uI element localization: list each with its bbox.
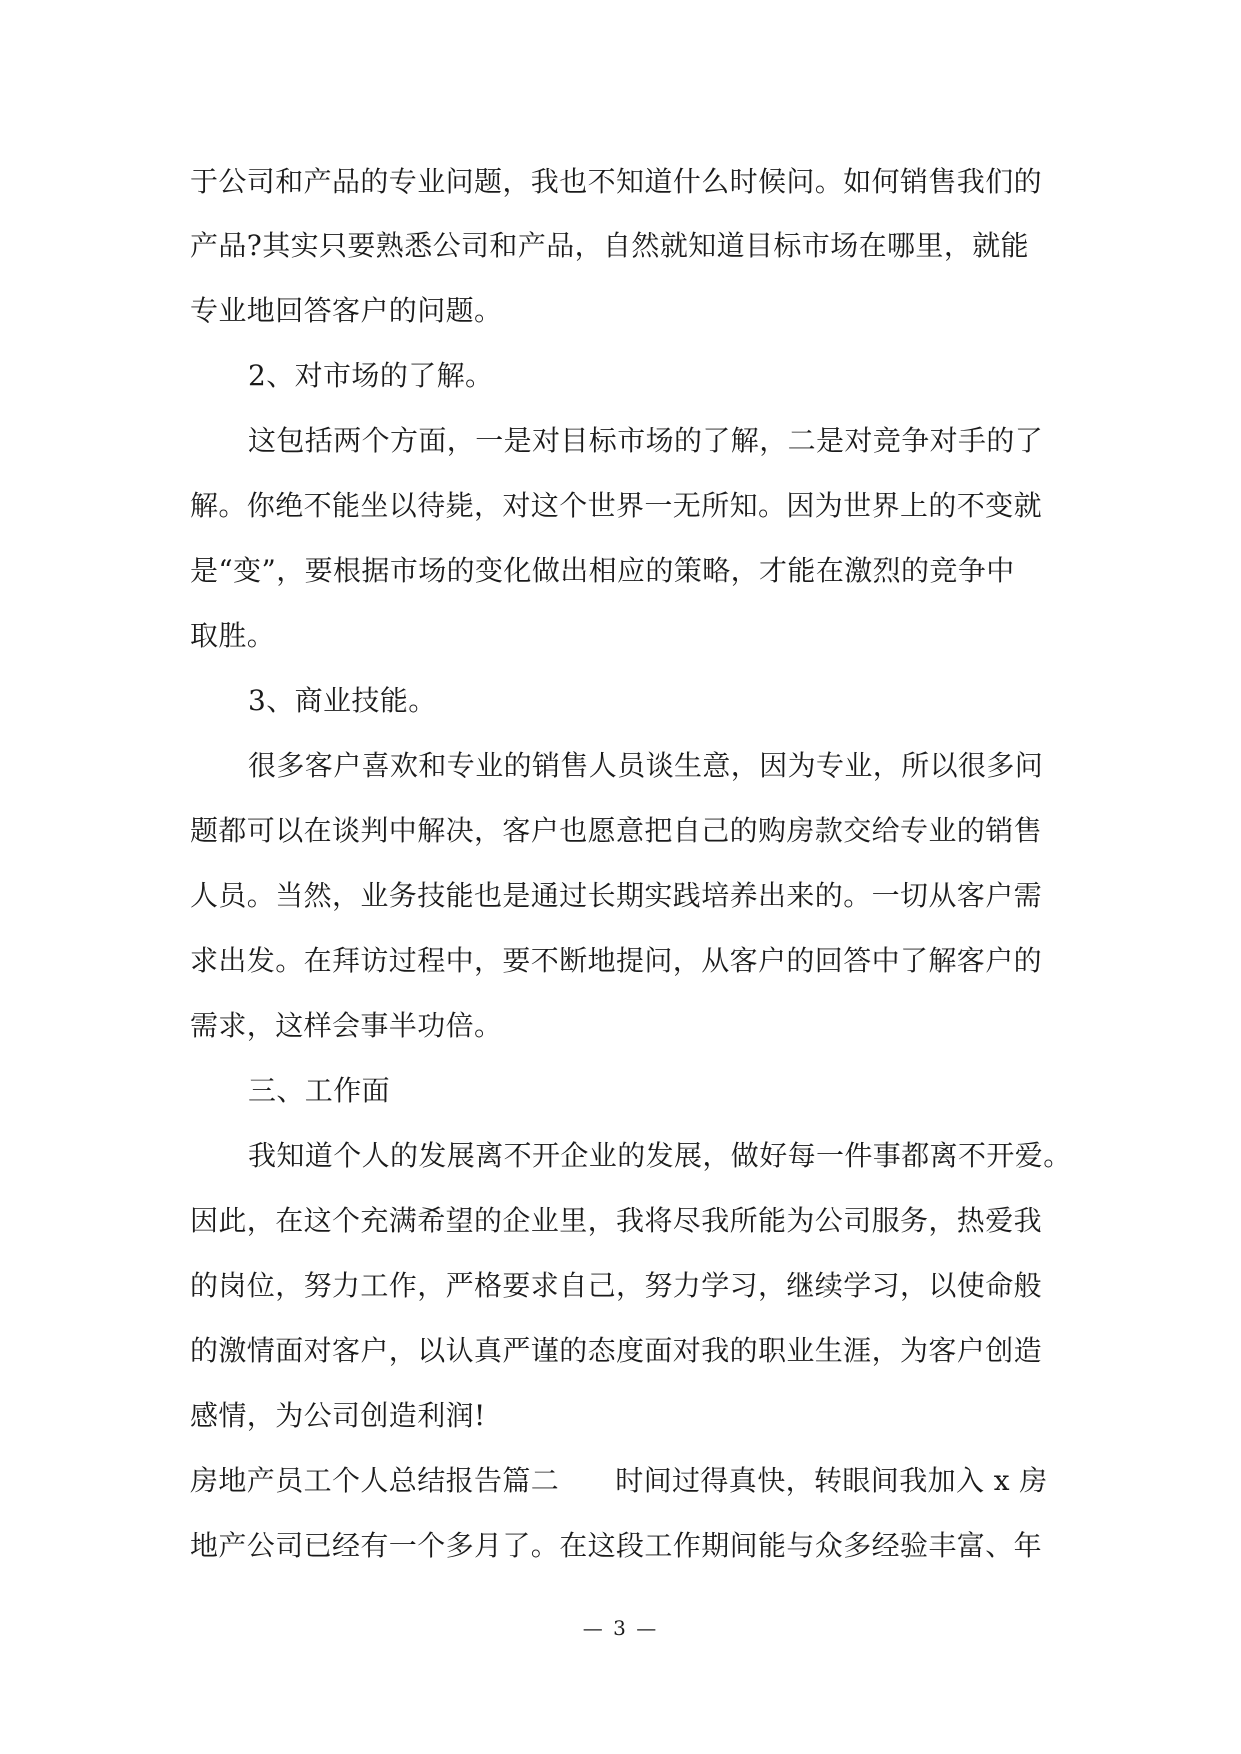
- paragraph-line: 的岗位，努力工作，严格要求自己，努力学习，继续学习，以使命般: [190, 1269, 1043, 1302]
- paragraph-line: 因此，在这个充满希望的企业里，我将尽我所能为公司服务，热爱我: [190, 1204, 1043, 1237]
- paragraph-line: 求出发。在拜访过程中，要不断地提问，从客户的回答中了解客户的: [190, 944, 1043, 977]
- section-heading: 2、对市场的了解。: [248, 359, 494, 392]
- paragraph-line: 很多客户喜欢和专业的销售人员谈生意，因为专业，所以很多问: [248, 749, 1044, 782]
- paragraph-line: 于公司和产品的专业问题，我也不知道什么时候问。如何销售我们的: [190, 165, 1043, 198]
- paragraph-line: 产品?其实只要熟悉公司和产品，自然就知道目标市场在哪里，就能: [190, 229, 1030, 262]
- section-heading: 3、商业技能。: [248, 684, 437, 717]
- section-heading: 三、工作面: [248, 1074, 391, 1107]
- paragraph-line: 题都可以在谈判中解决，客户也愿意把自己的购房款交给专业的销售: [190, 814, 1043, 847]
- paragraph-line: 我知道个人的发展离不开企业的发展，做好每一件事都离不开爱。: [248, 1139, 1072, 1172]
- page-number: — 3 —: [582, 1616, 659, 1640]
- paragraph-line: 专业地回答客户的问题。: [190, 294, 503, 327]
- article-title-line: [190, 1463, 1048, 1499]
- paragraph-line: 人员。当然，业务技能也是通过长期实践培养出来的。一切从客户需: [190, 879, 1043, 912]
- paragraph-line: 取胜。: [190, 619, 276, 652]
- paragraph-line: 的激情面对客户，以认真严谨的态度面对我的职业生涯，为客户创造: [190, 1334, 1043, 1367]
- paragraph-line: 需求，这样会事半功倍。: [190, 1009, 503, 1042]
- paragraph-line: 地产公司已经有一个多月了。在这段工作期间能与众多经验丰富、年: [190, 1529, 1043, 1562]
- paragraph-line: 感情，为公司创造利润!: [190, 1399, 486, 1432]
- article-title: 房地产员工个人总结报告篇二: [190, 1464, 560, 1497]
- paragraph-line: 解。你绝不能坐以待毙，对这个世界一无所知。因为世界上的不变就: [190, 489, 1043, 522]
- paragraph-text: 时间过得真快，转眼间我加入 x 房: [615, 1464, 1048, 1497]
- paragraph-line: 这包括两个方面，一是对目标市场的了解，二是对竞争对手的了: [248, 424, 1044, 457]
- paragraph-line: 是“变”，要根据市场的变化做出相应的策略，才能在激烈的竞争中: [190, 554, 1015, 587]
